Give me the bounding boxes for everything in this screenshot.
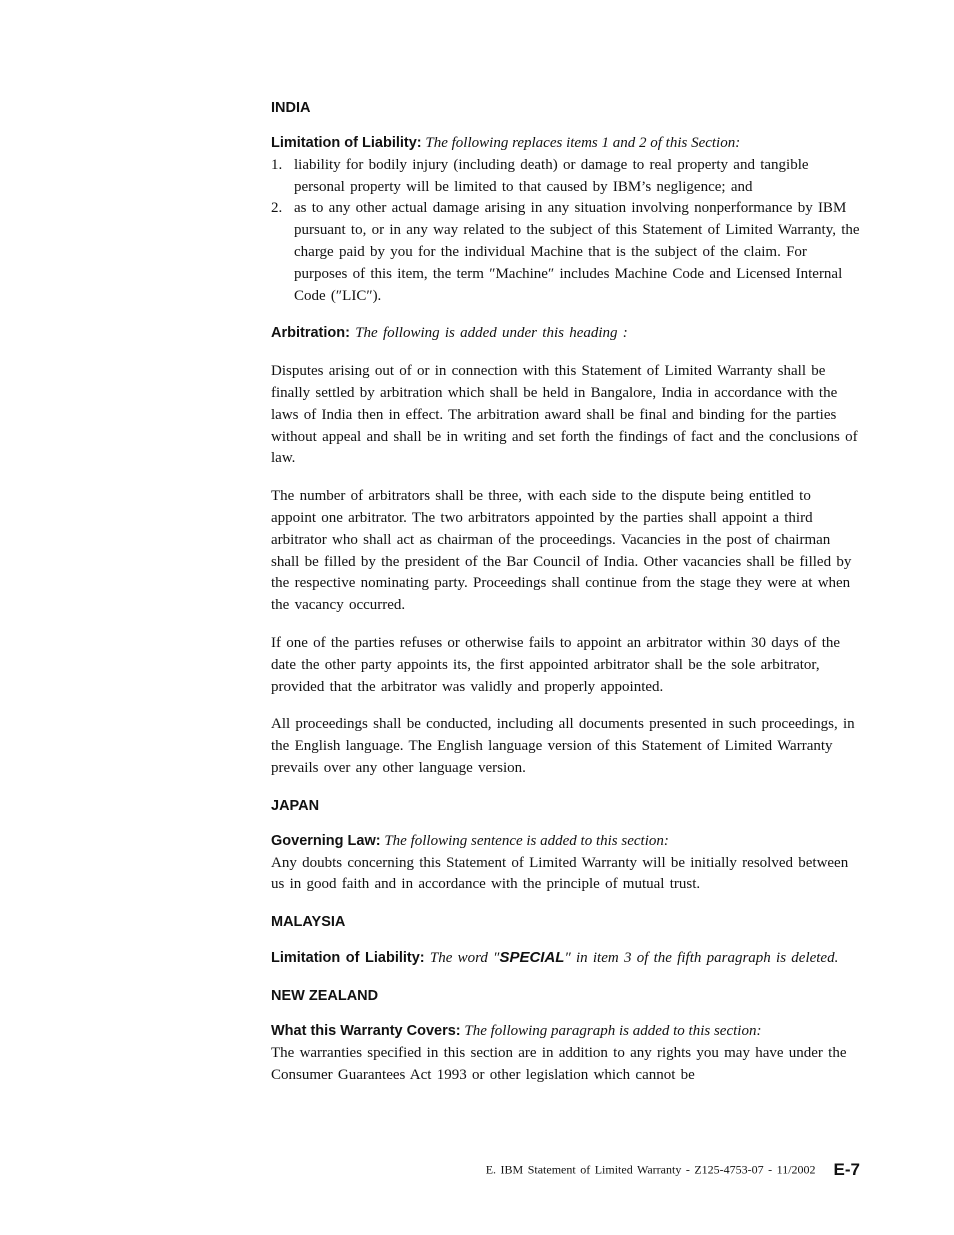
japan-governing-lead — [271, 831, 861, 853]
malaysia-limitation-lead — [271, 947, 861, 970]
paragraph: Disputes arising out of or in connection with this Statement of Limited Warranty shall be finally settled by arbitration which shall be held in Bangalore, India in accordance with the laws of India then in effect. The arbitration award shall be final and binding for the parties without appeal and shall be in writing and set forth the findings of fact and the conclusions of law. — [271, 363, 858, 467]
japan-governing-label: Governing Law: — [271, 832, 381, 849]
new-zealand-covers-intro: The following paragraph is added to this section: — [464, 1022, 762, 1039]
india-limitation-items — [271, 155, 861, 308]
india-arbitration — [271, 323, 861, 779]
india-arbitration-label: Arbitration: — [271, 325, 350, 342]
paragraph: All proceedings shall be conducted, including all documents presented in such proceedings, in the English language. The English language version of this Statement of Limited Warranty prevails over any other language version. — [271, 716, 855, 776]
list-item-number: 1. — [271, 156, 283, 173]
malaysia-limitation-intro-before: The word ″ — [429, 950, 500, 967]
india-arbitration-lead — [271, 323, 861, 345]
list-item-text: as to any other actual damage arising in any situation involving nonperformance by IBM pursuant to, or in any way related to the subject of this Statement of Limited Warranty, the charge paid by you for the individual Machine that is the subject of the claim. For purposes of this item, the term ″Machine″ includes Machine Code and Licensed Internal Code (″LIC″). — [294, 200, 860, 304]
paragraph: The warranties specified in this section are in addition to any rights you may have under the Consumer Guarantees Act 1993 or other legislation which cannot be — [271, 1044, 847, 1083]
document-page — [271, 98, 861, 1086]
page-number: E-7 — [833, 1160, 860, 1179]
list-item-text: liability for bodily injury (including death) or damage to real property and tangible personal property will be limited to that caused by IBM’s negligence; and — [294, 156, 809, 195]
india-limitation-intro: The following replaces items 1 and 2 of this Section: — [425, 135, 741, 151]
malaysia-limitation-label: Limitation of Liability: — [271, 950, 425, 967]
section-heading-india: INDIA — [271, 100, 311, 116]
footer-text: E. IBM Statement of Limited Warranty - Z125-4753-07 - 11/2002 — [485, 1162, 816, 1177]
paragraph: The number of arbitrators shall be three, with each side to the dispute being entitled to appoint one arbitrator. The two arbitrators appointed by the parties shall appoint a third arbitrator who shall act as chairman of the proceedings. Vacancies in the post of chairman shall be filled by the president of the Bar Council of India. Other vacancies shall be filled by the respective nominating party. Proceedings shall continue from the stage they were at when the vacancy occurred. — [271, 488, 852, 614]
section-heading-japan: JAPAN — [271, 797, 320, 814]
list-item — [271, 155, 861, 199]
section-heading-malaysia: MALAYSIA — [271, 914, 346, 931]
japan-governing-intro: The following sentence is added to this section: — [384, 832, 669, 849]
india-limitation-of-liability — [271, 133, 861, 307]
india-arbitration-intro: The following is added under this heading : — [355, 325, 628, 342]
new-zealand-covers-lead — [271, 1021, 861, 1043]
paragraph: If one of the parties refuses or otherwise fails to appoint an arbitrator within 30 days of the date the other party appoints its, the first appointed arbitrator shall be the sole arbitrator, provided that the arbitrator was validly and properly appointed. — [271, 634, 841, 695]
list-item-number: 2. — [271, 200, 283, 217]
paragraph: Any doubts concerning this Statement of Limited Warranty will be initially resolved between us in good faith and in accordance with the principle of mutual trust. — [271, 854, 849, 893]
japan-governing-law — [271, 831, 861, 896]
malaysia-limitation-intro-after: ″ in item 3 of the fifth paragraph is deleted. — [564, 950, 839, 967]
india-limitation-lead — [271, 133, 861, 155]
india-limitation-label: Limitation of Liability: — [271, 135, 422, 151]
new-zealand-warranty-covers — [271, 1021, 861, 1086]
page-footer — [440, 1160, 860, 1180]
malaysia-limitation-of-liability — [271, 947, 861, 970]
new-zealand-covers-label: What this Warranty Covers: — [271, 1022, 461, 1039]
list-item — [271, 198, 861, 307]
section-heading-new-zealand: NEW ZEALAND — [271, 987, 379, 1004]
malaysia-special-word: SPECIAL — [499, 949, 565, 967]
